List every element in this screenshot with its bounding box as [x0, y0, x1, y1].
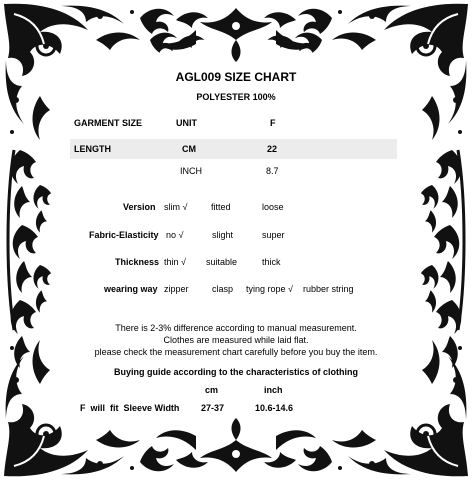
attr-option: zipper [164, 284, 189, 294]
row-unit-inch: INCH [180, 166, 202, 176]
attr-option: tying rope √ [246, 284, 293, 294]
note-line: There is 2-3% difference according to manual measurement. [115, 323, 357, 333]
attr-option: thick [262, 257, 281, 267]
guide-value-inch: 10.6-14.6 [255, 403, 294, 413]
row-unit-cm: CM [182, 144, 196, 154]
header-size-f: F [270, 118, 276, 128]
header-unit: UNIT [176, 118, 197, 128]
attr-label-elasticity: Fabric-Elasticity [89, 230, 159, 240]
table-row-highlight [70, 139, 397, 159]
attr-label-thickness: Thickness [115, 257, 160, 267]
attr-option: rubber string [303, 284, 354, 294]
guide-header-inch: inch [264, 385, 283, 395]
header-garment-size: GARMENT SIZE [74, 118, 143, 128]
attr-option: super [262, 230, 285, 240]
attr-option: slight [212, 230, 234, 240]
row-value-cm: 22 [267, 144, 278, 154]
attr-option: clasp [212, 284, 234, 294]
attr-option: loose [262, 202, 284, 212]
attr-option: suitable [206, 257, 238, 267]
note-line: please check the measurement chart carefully before you buy the item. [94, 347, 378, 357]
row-label-length: LENGTH [74, 144, 111, 154]
guide-value-cm: 27-37 [201, 403, 225, 413]
attr-label-version: Version [123, 202, 156, 212]
note-line: Clothes are measured while laid flat. [163, 335, 309, 345]
row-value-inch: 8.7 [266, 166, 279, 176]
material-subtitle: POLYESTER 100% [196, 92, 276, 102]
attr-option: slim √ [164, 202, 188, 212]
chart-title: AGL009 SIZE CHART [175, 70, 297, 84]
buying-guide-title: Buying guide according to the characteristics of clothing [113, 367, 359, 377]
guide-row-label: F will fit Sleeve Width [80, 403, 180, 413]
guide-header-cm: cm [205, 385, 219, 395]
attr-option: no √ [166, 230, 184, 240]
attr-option: fitted [211, 202, 231, 212]
attr-label-wearing-way: wearing way [104, 284, 158, 294]
attr-option: thin √ [164, 257, 186, 267]
